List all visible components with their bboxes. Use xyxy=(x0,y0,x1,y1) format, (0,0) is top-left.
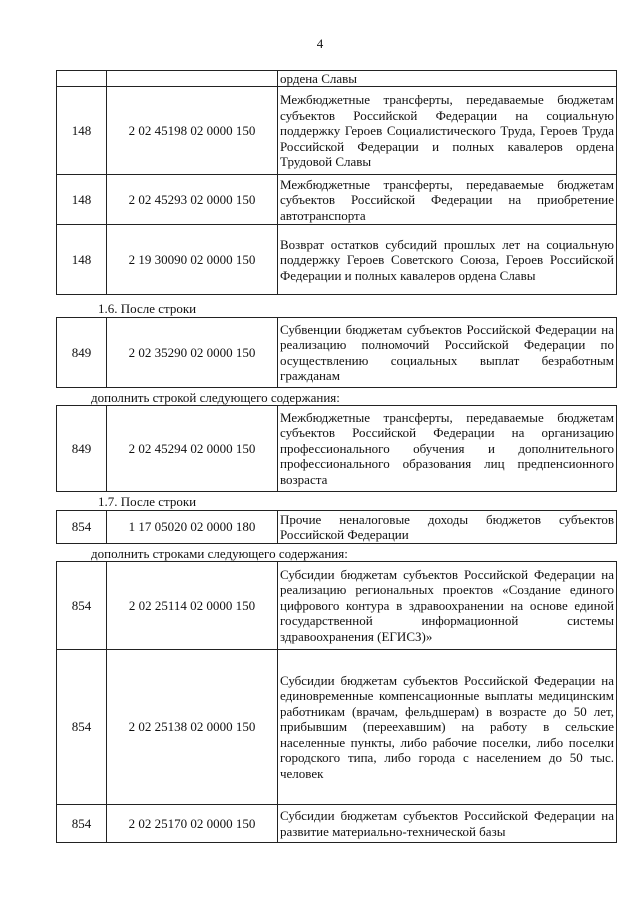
row-description xyxy=(278,175,617,225)
description-text: Прочие неналоговые доходы бюджетов субъектов Российской Федерации xyxy=(280,511,614,542)
description-text: Субсидии бюджетам субъектов Российской Федерации на реализацию региональных проектов «Создание единого цифрового контура в здравоохранении на основе единой государственной информационной системы здравоохранения (ЕГИСЗ)» xyxy=(280,566,614,644)
row-kbk: 2 02 45293 02 0000 150 xyxy=(107,175,278,225)
row-kbk: 2 02 45198 02 0000 150 xyxy=(107,87,278,175)
row-code: 854 xyxy=(57,805,107,843)
row-description xyxy=(278,805,617,843)
table-row xyxy=(57,650,617,805)
row-description xyxy=(278,318,617,388)
budget-table-4 xyxy=(56,510,617,544)
row-kbk: 1 17 05020 02 0000 180 xyxy=(107,511,278,544)
description-text: Субсидии бюджетам субъектов Российской Федерации на единовременные компенсационные выплаты медицинским работникам (врачам, фельдшерам) в возрасте до 50 лет, прибывшим (переехавшим) на работу в сельские населенные пункты, либо рабочие поселки, либо поселки городского типа, либо города с населением до 50 тыс. человек xyxy=(280,673,614,781)
budget-table-5 xyxy=(56,561,617,843)
heading-1-7: 1.7. После строки xyxy=(98,494,197,509)
table-row xyxy=(57,71,617,87)
table-row xyxy=(57,562,617,650)
row-code: 148 xyxy=(57,87,107,175)
row-kbk: 2 19 30090 02 0000 150 xyxy=(107,225,278,295)
table-row xyxy=(57,511,617,544)
description-text: Субсидии бюджетам субъектов Российской Федерации на развитие материально-технической базы xyxy=(280,808,614,839)
row-code: 148 xyxy=(57,175,107,225)
description-text: Межбюджетные трансферты, передаваемые бюджетам субъектов Российской Федерации на организацию профессионального обучения и дополнительного профессионального образования лиц предпенсионного возраста xyxy=(280,409,614,487)
heading-1-6: 1.6. После строки xyxy=(98,301,197,316)
row-description xyxy=(278,511,617,544)
row-code: 854 xyxy=(57,650,107,805)
description-text: ордена Славы xyxy=(280,71,357,86)
budget-table-2 xyxy=(56,317,617,388)
supplement-line-2: дополнить строками следующего содержания: xyxy=(91,546,348,561)
row-description xyxy=(278,562,617,650)
row-code: 854 xyxy=(57,562,107,650)
row-code: 854 xyxy=(57,511,107,544)
description-text: Субвенции бюджетам субъектов Российской Федерации на реализацию полномочий Российской Федерации по осуществлению социальных выплат безработным гражданам xyxy=(280,321,614,383)
row-kbk: 2 02 45294 02 0000 150 xyxy=(107,406,278,492)
row-description xyxy=(278,406,617,492)
description-text: Возврат остатков субсидий прошлых лет на социальную поддержку Героев Советского Союза, Героев Российской Федерации и полных кавалеров ордена Славы xyxy=(280,236,614,283)
row-code: 849 xyxy=(57,406,107,492)
description-text: Межбюджетные трансферты, передаваемые бюджетам субъектов Российской Федерации на приобретение автотранспорта xyxy=(280,176,614,223)
table-row xyxy=(57,175,617,225)
supplement-line-1: дополнить строкой следующего содержания: xyxy=(91,390,340,405)
table-row xyxy=(57,225,617,295)
row-description xyxy=(278,225,617,295)
row-kbk: 2 02 25138 02 0000 150 xyxy=(107,650,278,805)
row-code: 849 xyxy=(57,318,107,388)
budget-table-3 xyxy=(56,405,617,492)
row-kbk: 2 02 25114 02 0000 150 xyxy=(107,562,278,650)
table-row xyxy=(57,87,617,175)
row-description xyxy=(278,71,617,87)
row-kbk xyxy=(107,71,278,87)
row-description xyxy=(278,87,617,175)
table-row xyxy=(57,805,617,843)
row-description xyxy=(278,650,617,805)
row-code: 148 xyxy=(57,225,107,295)
row-kbk: 2 02 35290 02 0000 150 xyxy=(107,318,278,388)
page-number: 4 xyxy=(316,36,324,51)
row-kbk: 2 02 25170 02 0000 150 xyxy=(107,805,278,843)
row-code xyxy=(57,71,107,87)
description-text: Межбюджетные трансферты, передаваемые бюджетам субъектов Российской Федерации на социальную поддержку Героев Социалистического Труда, Героев Труда Российской Федерации и полных кавалеров ордена Трудовой Славы xyxy=(280,92,614,170)
budget-table-1 xyxy=(56,70,617,295)
table-row xyxy=(57,406,617,492)
table-row xyxy=(57,318,617,388)
